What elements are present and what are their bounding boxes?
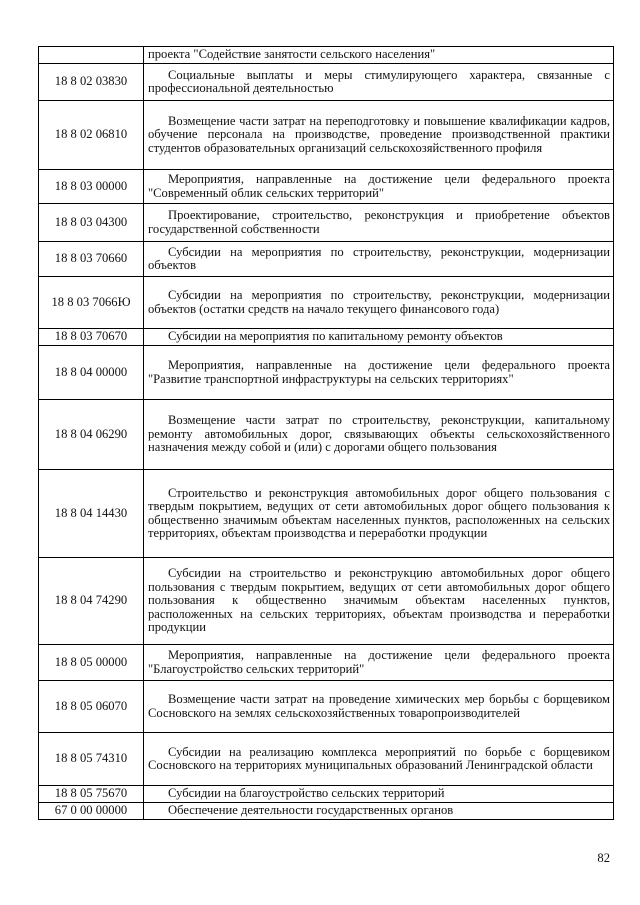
table-row (39, 400, 614, 470)
table-row (39, 101, 614, 170)
code-cell: 18 8 05 06070 (39, 681, 144, 733)
table-row (39, 733, 614, 786)
description-cell: Субсидии на мероприятия по строительству, реконструкции, модернизации объектов (144, 242, 614, 277)
table-row (39, 242, 614, 277)
description-cell: Возмещение части затрат по строительству, реконструкции, капитальному ремонту автомобильных дорог, связывающих объекты сельскохозяйственного назначения между собой и (или) с дорогами общего пользования (144, 400, 614, 470)
code-cell: 18 8 03 00000 (39, 170, 144, 204)
description-cell: Мероприятия, направленные на достижение цели федерального проекта "Развитие транспортной инфраструктуры на сельских территориях" (144, 346, 614, 400)
table-row (39, 64, 614, 101)
table-row (39, 277, 614, 329)
code-cell: 18 8 04 06290 (39, 400, 144, 470)
description-cell: Обеспечение деятельности государственных органов (144, 803, 614, 820)
table-row (39, 204, 614, 242)
description-cell: Субсидии на реализацию комплекса мероприятий по борьбе с борщевиком Сосновского на территориях муниципальных образований Ленинградской области (144, 733, 614, 786)
code-cell: 18 8 04 74290 (39, 558, 144, 645)
description-cell: Субсидии на мероприятия по строительству, реконструкции, модернизации объектов (остатки средств на начало текущего финансового года) (144, 277, 614, 329)
code-cell: 18 8 03 70670 (39, 329, 144, 346)
code-cell: 67 0 00 00000 (39, 803, 144, 820)
code-cell: 18 8 04 14430 (39, 470, 144, 558)
code-cell: 18 8 03 7066Ю (39, 277, 144, 329)
table-row (39, 645, 614, 681)
table-row (39, 681, 614, 733)
code-cell: 18 8 02 03830 (39, 64, 144, 101)
description-cell: Субсидии на строительство и реконструкцию автомобильных дорог общего пользования с твердым покрытием, ведущих от сети автомобильных дорог общего пользования к общественно значимым объектам населенных пунктов, расположенных на сельских территориях, объектам производства и переработки продукции (144, 558, 614, 645)
code-cell: 18 8 03 70660 (39, 242, 144, 277)
description-cell: Проектирование, строительство, реконструкция и приобретение объектов государственной собственности (144, 204, 614, 242)
description-cell: Социальные выплаты и меры стимулирующего характера, связанные с профессиональной деятельностью (144, 64, 614, 101)
page-number: 82 (597, 851, 610, 865)
description-cell: Мероприятия, направленные на достижение цели федерального проекта "Современный облик сельских территорий" (144, 170, 614, 204)
table-row (39, 558, 614, 645)
description-cell: Возмещение части затрат на проведение химических мер борьбы с борщевиком Сосновского на землях сельскохозяйственных товаропроизводителей (144, 681, 614, 733)
table-row (39, 47, 614, 64)
description-cell: Мероприятия, направленные на достижение цели федерального проекта "Благоустройство сельских территорий" (144, 645, 614, 681)
table-row (39, 329, 614, 346)
code-cell: 18 8 05 75670 (39, 786, 144, 803)
description-cell: Субсидии на благоустройство сельских территорий (144, 786, 614, 803)
budget-classification-table (38, 46, 614, 820)
table-row (39, 170, 614, 204)
code-cell: 18 8 05 74310 (39, 733, 144, 786)
code-cell: 18 8 02 06810 (39, 101, 144, 170)
table-row (39, 803, 614, 820)
budget-classification-table-container (38, 46, 613, 820)
table-row (39, 470, 614, 558)
code-cell (39, 47, 144, 64)
description-cell: проекта "Содействие занятости сельского населения" (144, 47, 614, 64)
code-cell: 18 8 05 00000 (39, 645, 144, 681)
table-row (39, 786, 614, 803)
description-cell: Субсидии на мероприятия по капитальному ремонту объектов (144, 329, 614, 346)
description-cell: Возмещение части затрат на переподготовку и повышение квалификации кадров, обучение персонала на производстве, проведение производственной практики студентов образовательных организаций сельскохозяйственного профиля (144, 101, 614, 170)
code-cell: 18 8 04 00000 (39, 346, 144, 400)
code-cell: 18 8 03 04300 (39, 204, 144, 242)
table-row (39, 346, 614, 400)
description-cell: Строительство и реконструкция автомобильных дорог общего пользования с твердым покрытием, ведущих от сети автомобильных дорог общего пользования к общественно значимым объектам населенных пунктов, расположенных на сельских территориях, объектам производства и переработки продукции (144, 470, 614, 558)
